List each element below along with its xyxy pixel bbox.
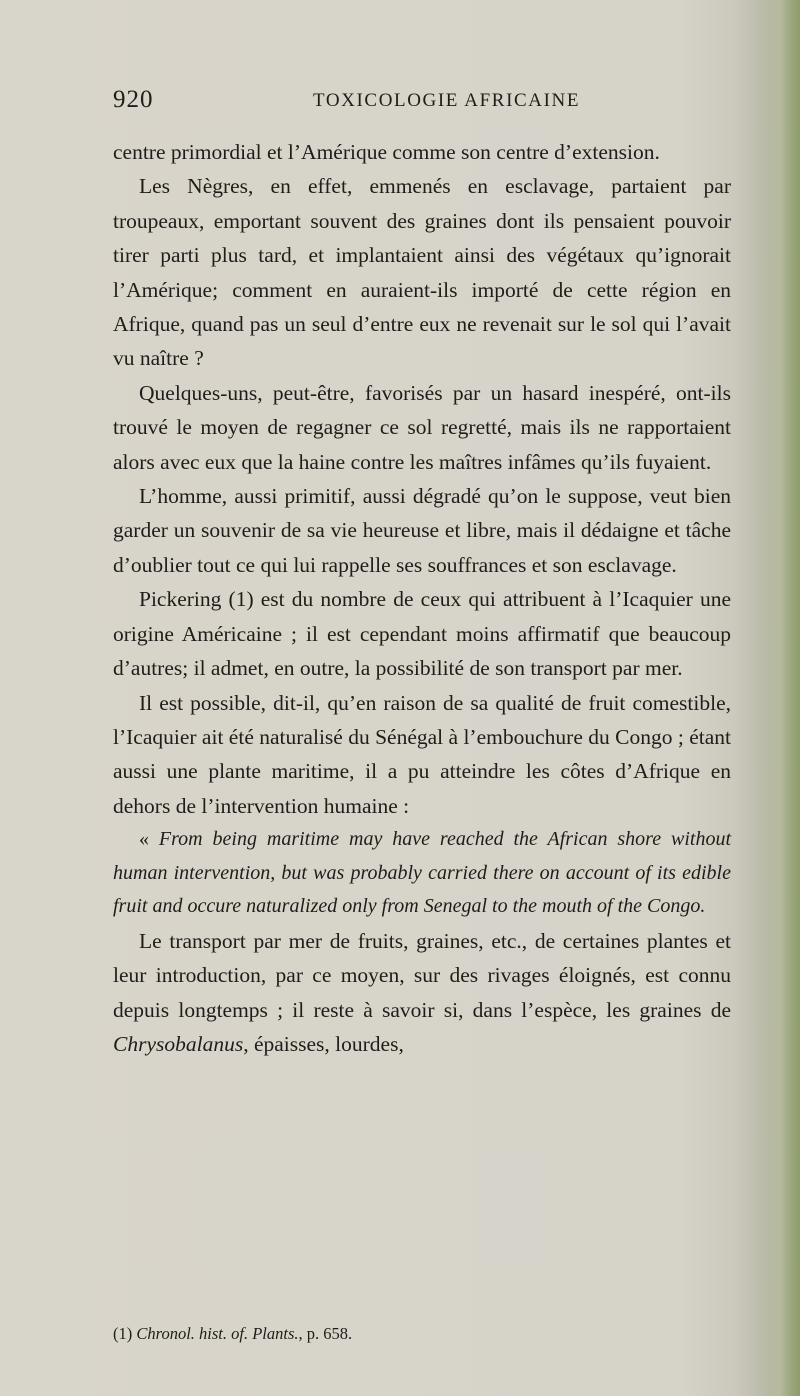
page-edge-shadow xyxy=(766,0,800,1396)
page-number: 920 xyxy=(113,86,154,113)
page-header xyxy=(113,86,713,118)
footnote-marker: (1) xyxy=(113,1324,137,1343)
paragraph-text: Le transport par mer de fruits, graines, etc., de certaines plantes et leur introduction, par ce moyen, sur des rivages éloignés, est connu depuis longtemps ; il reste à savoir si, dans l’espèce, les graines de xyxy=(113,928,731,1022)
quote-text: From being maritime may have reached the African shore without human intervention, but was probably carried there on account of its edible fruit and occure naturalized only from Senegal to the mouth of the Congo. xyxy=(113,828,732,918)
paragraph-text-end: , épaisses, lourdes, xyxy=(243,1032,404,1057)
footnote xyxy=(113,1322,731,1346)
footnote-reference: Chronol. hist. of. Plants. xyxy=(136,1324,299,1343)
running-title: TOXICOLOGIE AFRICAINE xyxy=(313,90,581,111)
paragraph: L’homme, aussi primitif, aussi dégradé qu’on le suppose, veut bien garder un souvenir de sa vie heureuse et libre, mais il dédaigne et tâche d’oublier tout ce qui lui rappelle ses souffrances et son esclavage. xyxy=(113,484,731,577)
footnote-page: , p. 658. xyxy=(298,1324,353,1343)
paragraph: Pickering (1) est du nombre de ceux qui attribuent à l’Icaquier une origine Américaine ; il est cependant moins affirmatif que beaucoup d’autres; il admet, en outre, la possibilité de son transport par mer. xyxy=(113,587,731,681)
body-text xyxy=(113,135,731,1062)
paragraph xyxy=(113,924,731,1062)
paragraph: Les Nègres, en effet, emmenés en esclavage, partaient par troupeaux, emportant souvent des graines dont ils pensaient pouvoir tirer parti plus tard, et implantaient ainsi des végétaux qu’ignorait l’Amérique; comment en auraient-ils importé de cette région en Afrique, quand pas un seul d’entre eux ne revenait sur le sol qui l’avait vu naître ? xyxy=(113,174,731,371)
paragraph: Quelques-uns, peut-être, favorisés par un hasard inespéré, ont-ils trouvé le moyen de regagner ce sol regretté, mais ils ne rapportaient alors avec eux que la haine contre les maîtres infâmes qu’ils fuyaient. xyxy=(113,380,731,474)
quote-mark: « xyxy=(139,828,149,851)
paragraph-continuation: centre primordial et l’Amérique comme son centre d’extension. xyxy=(113,140,660,164)
paragraph: Il est possible, dit-il, qu’en raison de sa qualité de fruit comestible, l’Icaquier ait été naturalisé du Sénégal à l’embouchure du Congo ; étant aussi une plante maritime, il a pu atteindre les côtes d’Afrique en dehors de l’intervention humaine : xyxy=(113,690,731,818)
genus-name: Chrysobalanus xyxy=(113,1032,244,1057)
english-quotation xyxy=(113,823,731,924)
